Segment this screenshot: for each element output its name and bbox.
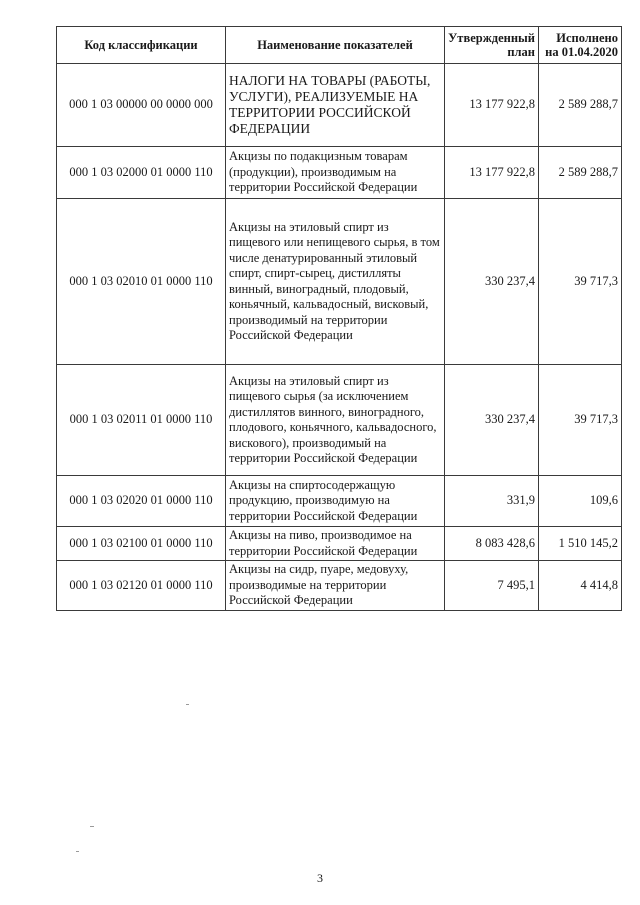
row-name: Акцизы по подакцизным товарам (продукции), производимым на территории Российской Федерации bbox=[226, 147, 445, 199]
row-plan: 330 237,4 bbox=[445, 199, 539, 365]
row-name: НАЛОГИ НА ТОВАРЫ (РАБОТЫ, УСЛУГИ), РЕАЛИЗУЕМЫЕ НА ТЕРРИТОРИИ РОССИЙСКОЙ ФЕДЕРАЦИИ bbox=[226, 64, 445, 147]
scan-artifact bbox=[186, 704, 189, 705]
table-row bbox=[57, 561, 622, 611]
row-done: 39 717,3 bbox=[539, 199, 622, 365]
row-done: 1 510 145,2 bbox=[539, 527, 622, 561]
row-code: 000 1 03 02100 01 0000 110 bbox=[57, 527, 226, 561]
table-row bbox=[57, 147, 622, 199]
header-done: Исполнено на 01.04.2020 bbox=[539, 27, 622, 64]
row-plan: 8 083 428,6 bbox=[445, 527, 539, 561]
row-code: 000 1 03 02000 01 0000 110 bbox=[57, 147, 226, 199]
table-row bbox=[57, 476, 622, 527]
table-row bbox=[57, 64, 622, 147]
table-row bbox=[57, 527, 622, 561]
header-plan: Утвержденный план bbox=[445, 27, 539, 64]
row-name: Акцизы на сидр, пуаре, медовуху, производимые на территории Российской Федерации bbox=[226, 561, 445, 611]
table-row bbox=[57, 199, 622, 365]
row-name: Акцизы на этиловый спирт из пищевого сырья (за исключением дистиллятов винного, виноградного, плодового, коньячного, кальвадосного, вискового), производимый на территории Российской Федерации bbox=[226, 365, 445, 476]
scan-artifact bbox=[76, 851, 79, 852]
row-name: Акцизы на пиво, производимое на территории Российской Федерации bbox=[226, 527, 445, 561]
row-done: 39 717,3 bbox=[539, 365, 622, 476]
row-code: 000 1 03 02011 01 0000 110 bbox=[57, 365, 226, 476]
budget-execution-table bbox=[56, 26, 622, 611]
row-plan: 7 495,1 bbox=[445, 561, 539, 611]
row-plan: 13 177 922,8 bbox=[445, 147, 539, 199]
row-plan: 330 237,4 bbox=[445, 365, 539, 476]
row-code: 000 1 03 02120 01 0000 110 bbox=[57, 561, 226, 611]
row-code: 000 1 03 02010 01 0000 110 bbox=[57, 199, 226, 365]
table-row bbox=[57, 365, 622, 476]
header-code: Код классификации bbox=[57, 27, 226, 64]
row-done: 2 589 288,7 bbox=[539, 64, 622, 147]
page-number: 3 bbox=[317, 871, 323, 885]
row-done: 4 414,8 bbox=[539, 561, 622, 611]
row-name: Акцизы на спиртосодержащую продукцию, производимую на территории Российской Федерации bbox=[226, 476, 445, 527]
row-name: Акцизы на этиловый спирт из пищевого или непищевого сырья, в том числе денатурированный этиловый спирт, спирт-сырец, дистилляты винный, виноградный, плодовый, коньячный, кальвадосный, висковый, производимый на территории Российской Федерации bbox=[226, 199, 445, 365]
row-code: 000 1 03 00000 00 0000 000 bbox=[57, 64, 226, 147]
scan-artifact bbox=[90, 826, 94, 827]
table-header-row bbox=[57, 27, 622, 64]
row-plan: 331,9 bbox=[445, 476, 539, 527]
row-done: 109,6 bbox=[539, 476, 622, 527]
row-plan: 13 177 922,8 bbox=[445, 64, 539, 147]
row-done: 2 589 288,7 bbox=[539, 147, 622, 199]
row-code: 000 1 03 02020 01 0000 110 bbox=[57, 476, 226, 527]
header-name: Наименование показателей bbox=[226, 27, 445, 64]
